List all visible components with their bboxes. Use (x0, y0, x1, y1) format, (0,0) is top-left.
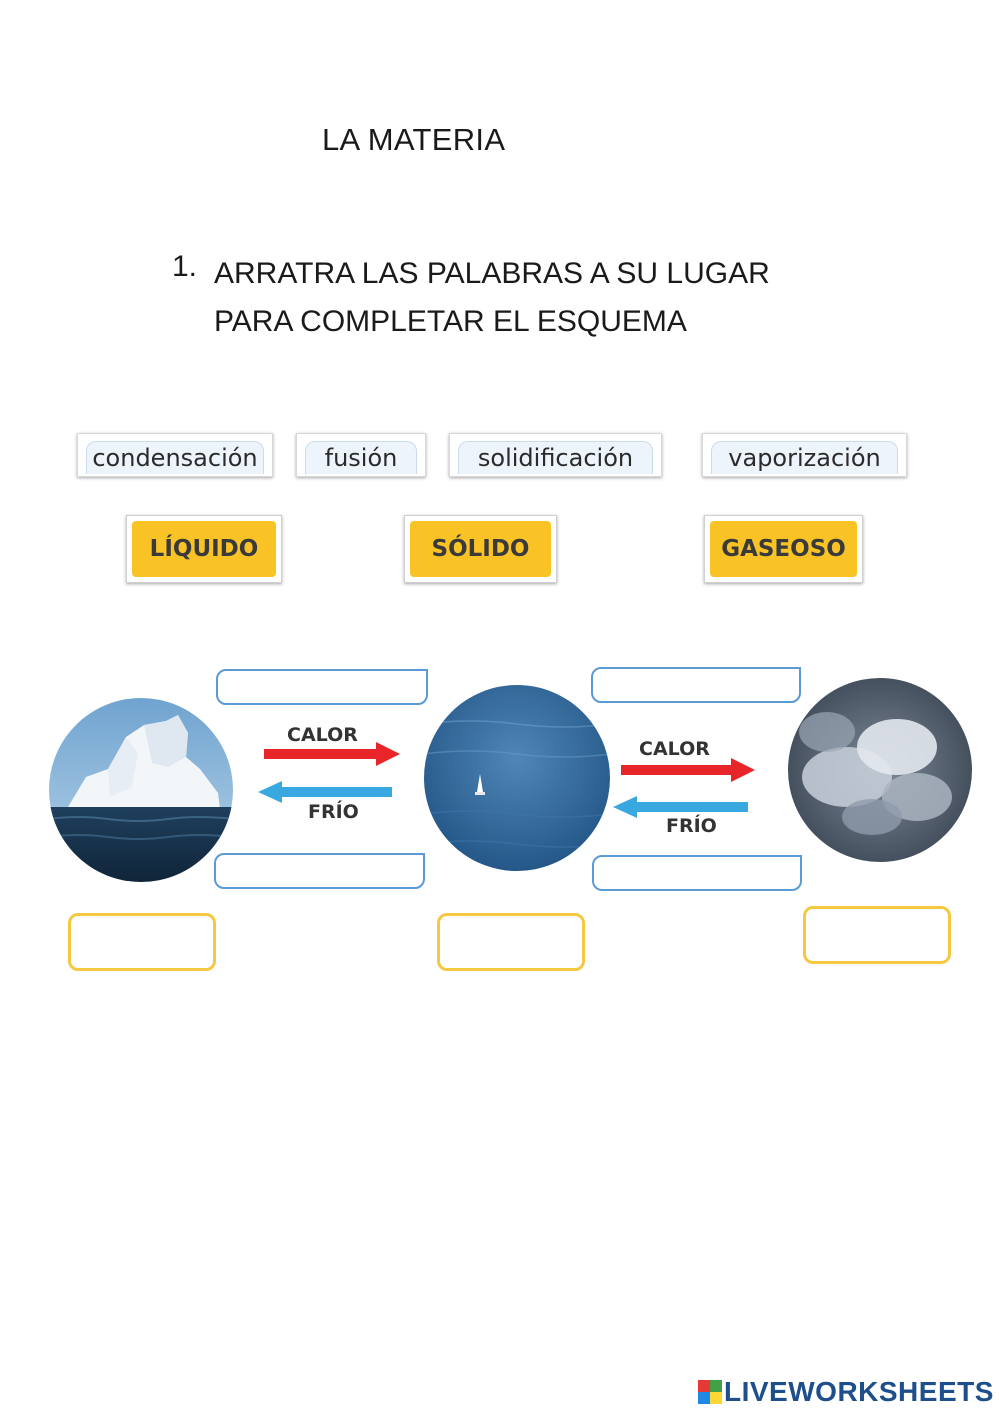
answer-slot-process-2[interactable] (591, 667, 801, 703)
answer-slot-process-4[interactable] (592, 855, 802, 891)
page-title: LA MATERIA (322, 122, 506, 157)
state-chip-gaseoso[interactable] (704, 515, 863, 583)
instruction-line-2: PARA COMPLETAR EL ESQUEMA (214, 305, 687, 338)
instruction-text (214, 250, 770, 346)
instruction-line-1: ARRATRA LAS PALABRAS A SU LUGAR (214, 257, 770, 290)
heat-arrow-right-icon (621, 758, 756, 782)
ocean-image (423, 684, 611, 872)
state-chip-label: LÍQUIDO (132, 521, 276, 577)
instruction-number: 1. (172, 250, 198, 283)
word-chip-label: vaporización (711, 441, 898, 474)
brand-text: LIVEWORKSHEETS (724, 1376, 994, 1407)
cold-arrow-left-icon (258, 781, 392, 803)
word-chip-condensacion[interactable] (77, 433, 273, 477)
answer-slot-process-1[interactable] (216, 669, 428, 705)
state-chip-label: GASEOSO (710, 521, 857, 577)
answer-slot-state-2[interactable] (437, 913, 585, 971)
iceberg-image (48, 697, 234, 883)
word-chip-label: fusión (305, 441, 417, 474)
state-chip-label: SÓLIDO (410, 521, 551, 577)
cold-label-right: FRÍO (666, 815, 717, 837)
clouds-image (787, 677, 973, 863)
heat-arrow-right-icon (264, 742, 401, 766)
word-chip-vaporizacion[interactable] (702, 433, 907, 477)
word-chip-solidificacion[interactable] (449, 433, 662, 477)
word-chip-label: condensación (86, 441, 264, 474)
liveworksheets-logo (698, 1376, 994, 1408)
cold-label-left: FRÍO (308, 801, 359, 823)
word-chip-label: solidificación (458, 441, 653, 474)
heat-label-left: CALOR (287, 724, 358, 746)
heat-label-right: CALOR (639, 738, 710, 760)
answer-slot-state-3[interactable] (803, 906, 951, 964)
word-chip-fusion[interactable] (296, 433, 426, 477)
state-chip-solido[interactable] (404, 515, 557, 583)
state-chip-liquido[interactable] (126, 515, 282, 583)
answer-slot-state-1[interactable] (68, 913, 216, 971)
answer-slot-process-3[interactable] (214, 853, 425, 889)
liveworksheets-mark-icon (698, 1380, 722, 1404)
